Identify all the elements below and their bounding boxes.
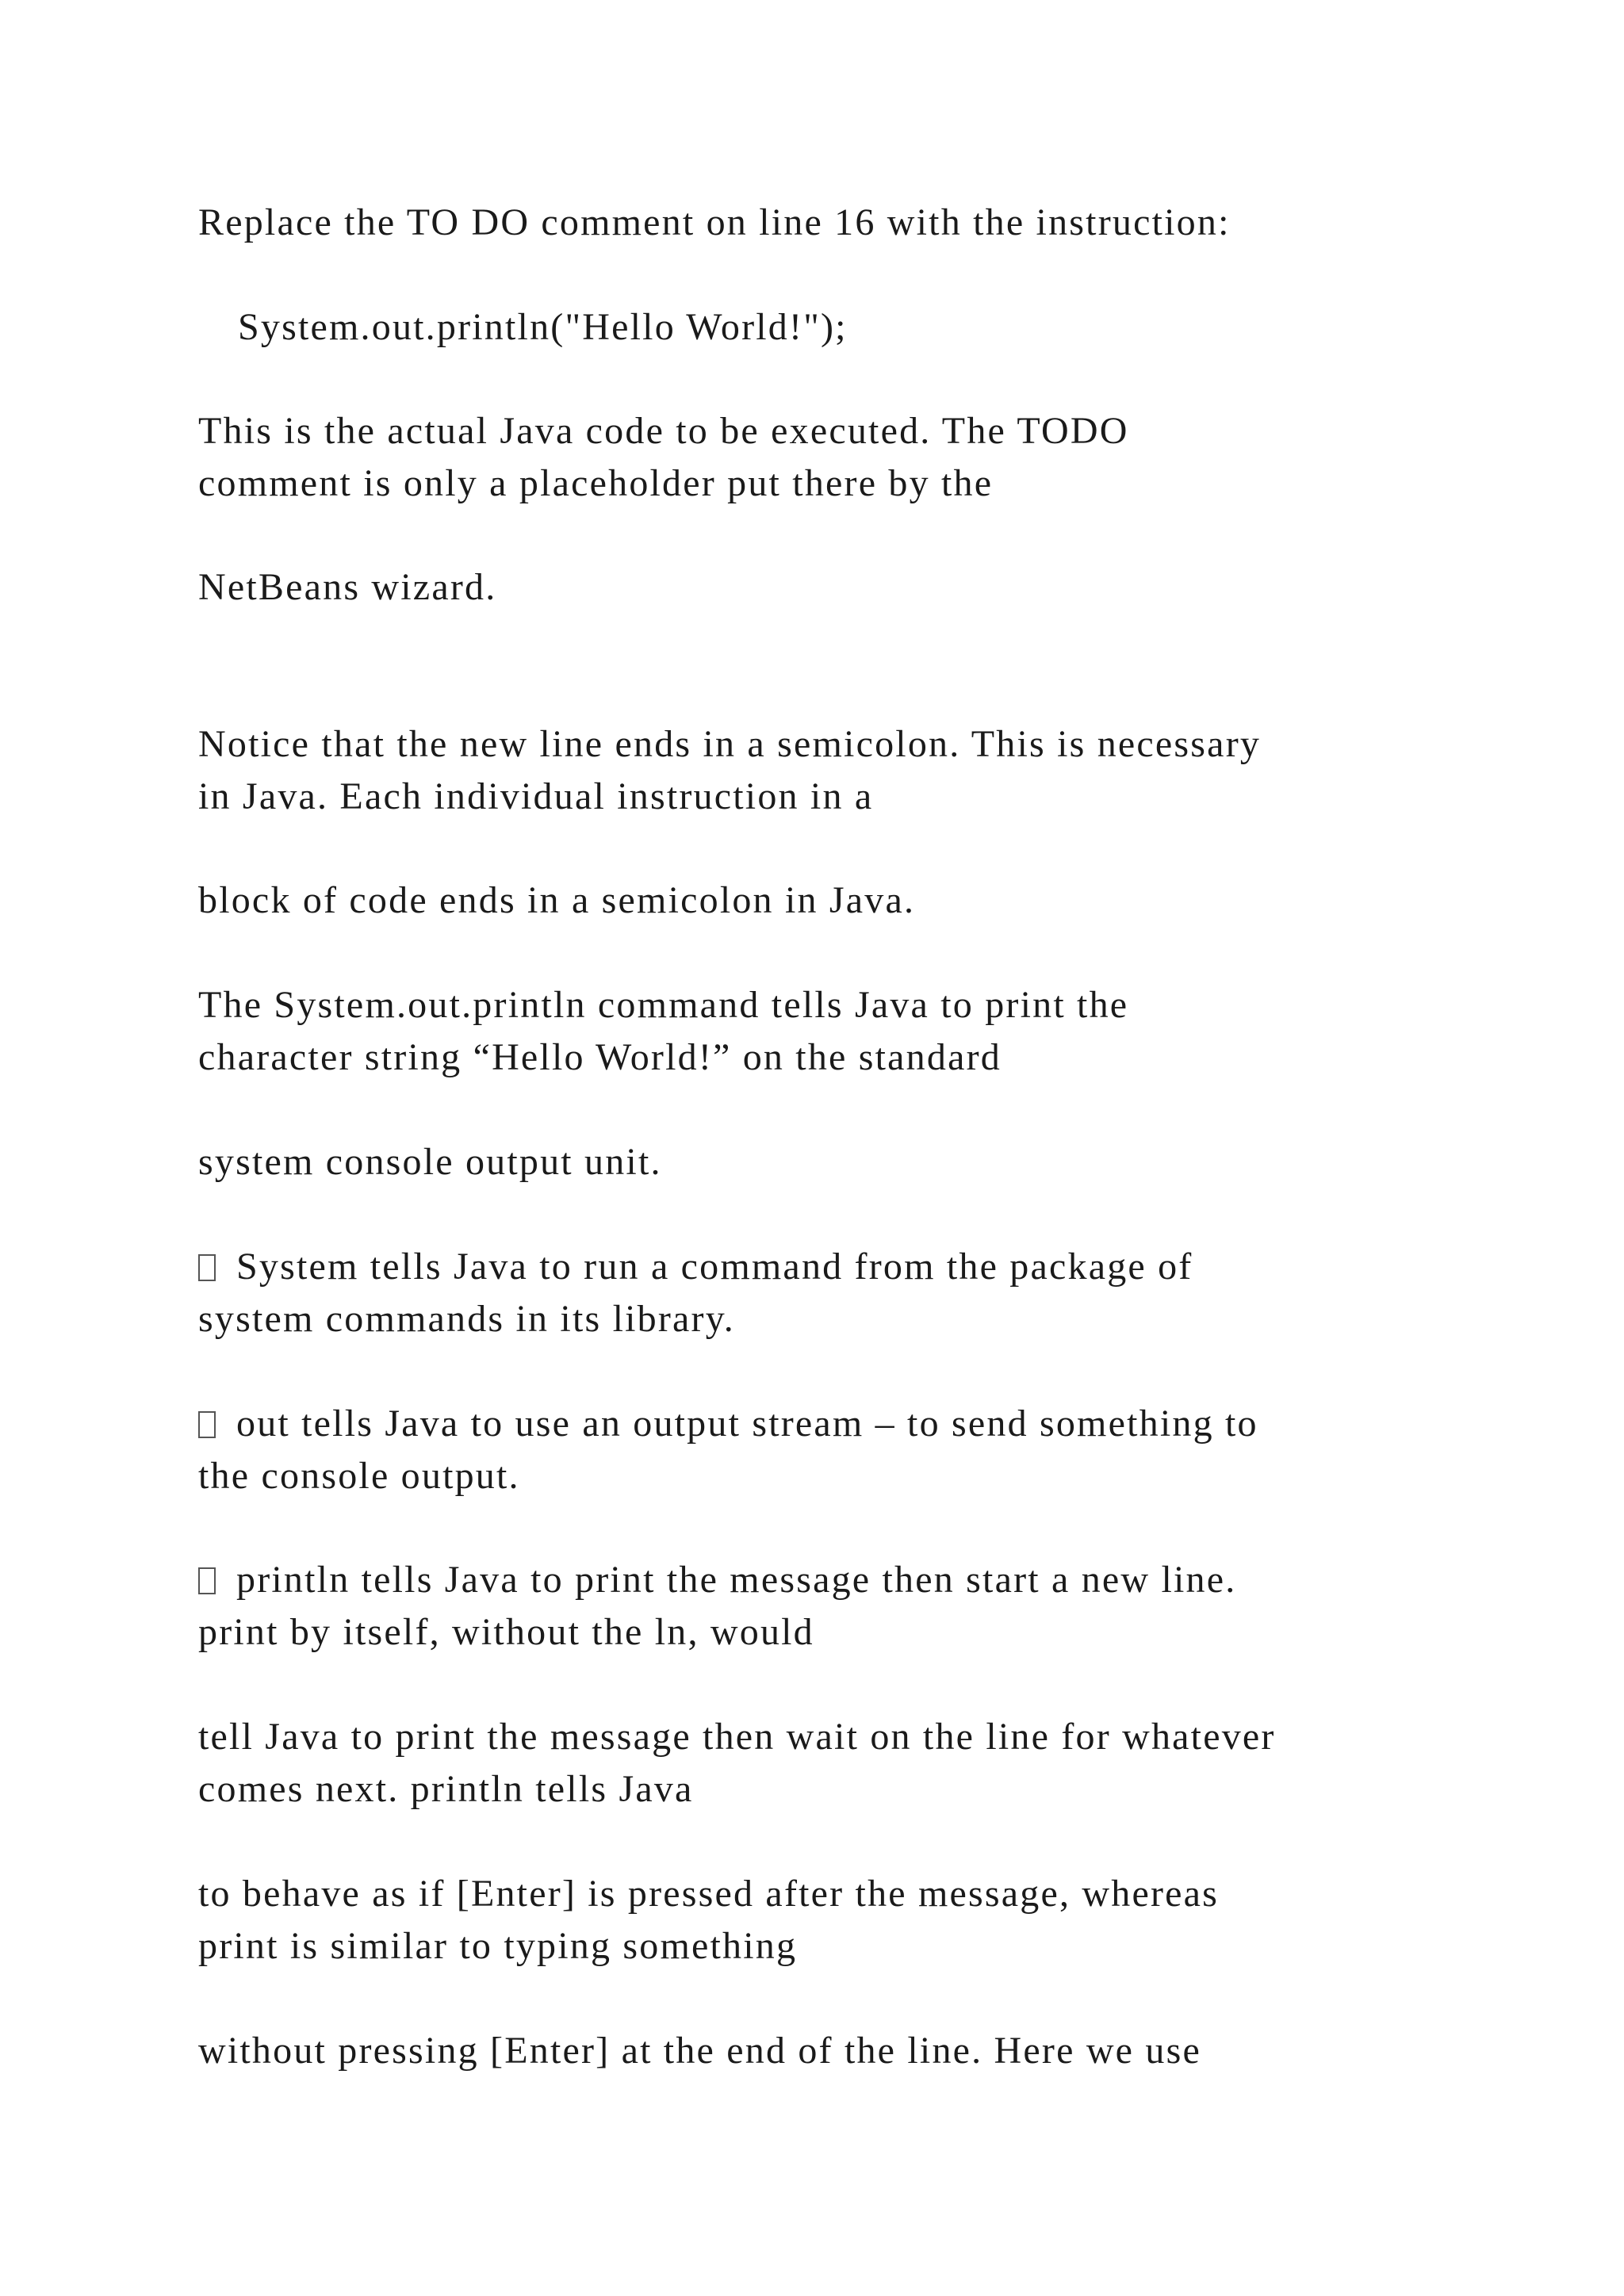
bullet-println <box>198 1554 1451 1659</box>
text-line: tell Java to print the message then wait on the line for whatever <box>198 1716 1276 1758</box>
text-line: the console output. <box>198 1455 520 1497</box>
paragraph-netbeans-wizard <box>198 561 1451 614</box>
paragraph-replace-todo <box>198 197 1451 249</box>
text-line <box>198 1398 1451 1450</box>
text-line: print by itself, without the ln, would <box>198 1611 814 1653</box>
text-line: comment is only a placeholder put there by the <box>198 462 994 504</box>
text-line: print is similar to typing something <box>198 1925 798 1967</box>
paragraph-wait-on-line <box>198 1711 1451 1816</box>
text-line: The System.out.println command tells Java to print the <box>198 984 1129 1026</box>
text-line: NetBeans wizard. <box>198 566 497 608</box>
bullet-text: println tells Java to print the message then start a new line. <box>236 1559 1237 1601</box>
text-line: block of code ends in a semicolon in Java. <box>198 879 916 921</box>
text-line: in Java. Each individual instruction in a <box>198 775 874 817</box>
text-line: Notice that the new line ends in a semicolon. This is necessary <box>198 723 1262 765</box>
paragraph-actual-code <box>198 405 1451 510</box>
text-line <box>198 1554 1451 1606</box>
paragraph-enter-pressed <box>198 1868 1451 1973</box>
paragraph-block-of-code <box>198 874 1451 927</box>
bullet-text: System tells Java to run a command from the package of <box>236 1246 1193 1288</box>
paragraph-console-output <box>198 1136 1451 1188</box>
code-text: System.out.println("Hello World!"); <box>238 306 848 348</box>
bullet-out <box>198 1398 1451 1502</box>
code-line <box>198 301 1491 354</box>
paragraph-semicolon <box>198 718 1451 823</box>
text-line: system console output unit. <box>198 1141 662 1183</box>
bullet-text: out tells Java to use an output stream – to send something to <box>236 1402 1258 1445</box>
text-line <box>198 1241 1451 1293</box>
text-line: system commands in its library. <box>198 1298 736 1340</box>
text-line: to behave as if [Enter] is pressed after the message, whereas <box>198 1873 1220 1915</box>
text-line: Replace the TO DO comment on line 16 with the instruction: <box>198 201 1231 243</box>
text-line: without pressing [Enter] at the end of the line. Here we use <box>198 2030 1201 2072</box>
bullet-system <box>198 1241 1451 1345</box>
paragraph-without-pressing <box>198 2025 1451 2077</box>
text-line: character string “Hello World!” on the standard <box>198 1036 1002 1078</box>
paragraph-println-command <box>198 979 1451 1084</box>
bullet-box-icon <box>198 1254 216 1281</box>
bullet-box-icon <box>198 1567 216 1594</box>
text-line: comes next. println tells Java <box>198 1768 694 1810</box>
bullet-box-icon <box>198 1411 216 1438</box>
text-line: This is the actual Java code to be executed. The TODO <box>198 410 1129 452</box>
